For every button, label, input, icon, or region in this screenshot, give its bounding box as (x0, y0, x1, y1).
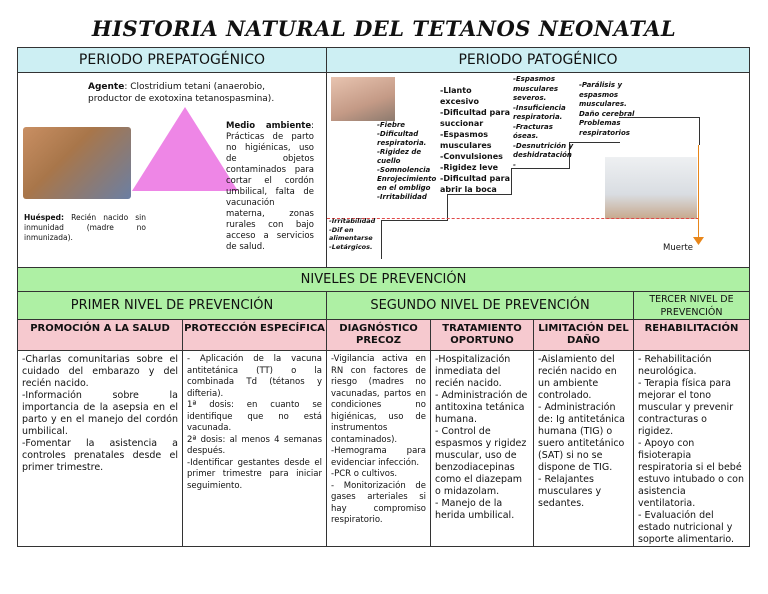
cell-tratamiento (430, 350, 534, 547)
host-text: Recién nacido sin inmunidad (madre no inmunizada). (24, 213, 146, 242)
step2-symptoms (377, 121, 441, 202)
pathogenic-panel (326, 72, 750, 268)
host-block (24, 213, 146, 243)
triad-triangle-icon (130, 105, 240, 195)
symptom: -Dificultad respiratoria. (377, 130, 427, 147)
list-item: 2ª dosis: al menos 4 semanas después. (187, 434, 322, 456)
list-item: - Control de espasmos y rigidez muscular, uso de benzodiacepinas como el diazepam o midazolam. (435, 426, 527, 497)
step1-symptoms (329, 217, 391, 251)
symptom: -Desnutrición y deshidratación (513, 141, 574, 159)
prevention-title: NIVELES DE PREVENCIÓN (17, 267, 750, 292)
list-item: - Administración de: Ig antitetánica humana (TIG) o suero antitetánico (SAT) si no se dispone de TIG. (538, 402, 625, 473)
step5-symptoms (579, 81, 641, 138)
step3-symptoms (440, 85, 512, 195)
death-arrow-line (698, 145, 699, 241)
list-item: -Hemograma para evidenciar infección. (331, 446, 426, 468)
col-header-tratamiento: TRATAMIENTO OPORTUNO (430, 319, 534, 351)
environment-block (226, 121, 314, 253)
list-item: -Hospitalización inmediata del recién nacido. (435, 354, 511, 389)
death-label: Muerte (663, 243, 694, 253)
agent-block (88, 81, 288, 105)
list-item: -Identificar gestantes desde el primer trimestre para iniciar seguimiento. (187, 457, 322, 491)
cell-promocion (17, 350, 183, 547)
stair-step-4 (511, 168, 570, 195)
cell-diagnostico (326, 350, 431, 547)
symptom: Enrojecimiento en el ombligo (377, 175, 437, 192)
list-item: - Relajantes musculares y sedantes. (538, 474, 602, 509)
symptom: Daño cerebral (579, 109, 635, 118)
header-pathogenic: PERIODO PATOGÉNICO (326, 47, 750, 73)
list-item: - Manejo de la herida umbilical. (435, 498, 515, 521)
level-secondary: SEGUNDO NIVEL DE PREVENCIÓN (326, 291, 634, 320)
environment-label: Medio ambiente (226, 121, 312, 131)
symptom: -Fracturas óseas. (513, 122, 553, 140)
symptom: -Llanto excesivo (440, 86, 479, 106)
symptom: -Espasmos musculares severos. (513, 75, 559, 102)
symptom: -Parálisis y espasmos musculares. (579, 81, 627, 108)
host-label: Huésped: (24, 213, 64, 222)
stair-top-right (699, 117, 700, 145)
baby-opisthotonus-image (23, 127, 131, 199)
prepatogenic-panel (17, 72, 327, 268)
level-primary: PRIMER NIVEL DE PREVENCIÓN (17, 291, 327, 320)
cell-limitacion (533, 350, 634, 547)
list-item: -PCR o cultivos. (331, 469, 398, 479)
symptom: -Dif en alimentarse (329, 225, 373, 242)
list-item: 1ª dosis: en cuanto se identifique que no está vacunada. (187, 400, 322, 433)
stair-step-2 (381, 220, 448, 259)
symptom: -Insuficiencia respiratoria. (513, 103, 566, 121)
arrow-down-icon (693, 237, 704, 245)
list-item: - Rehabilitación neurológica. (638, 354, 712, 377)
list-item: -Fomentar la asistencia a controles prenatales desde el primer trimestre. (22, 438, 178, 473)
symptom: -Somnolencia (377, 166, 431, 174)
agent-text: : Clostridium tetani (anaerobio, productor de exotoxina tetanospasmina). (88, 82, 275, 104)
symptom: -Dificultad para abrir la boca (440, 174, 511, 194)
list-item: - Evaluación del estado nutricional y soporte alimentario. (638, 510, 735, 545)
symptom: -Irritabilidad (329, 217, 376, 225)
symptom: -Convulsiones (440, 152, 503, 161)
symptom: - (513, 160, 516, 169)
page-title: HISTORIA NATURAL DEL TETANOS NEONATAL (91, 16, 677, 41)
newborn-image (331, 77, 395, 121)
list-item: - Monitorización de gases arteriales si hay compromiso respiratorio. (331, 480, 426, 525)
symptom: -Irritabilidad (377, 193, 427, 201)
col-header-diagnostico: DIAGNÓSTICO PRECOZ (326, 319, 431, 351)
symptom: -Letárgicos. (329, 242, 373, 251)
symptom: -Espasmos musculares (440, 130, 492, 150)
header-prepatogenic: PERIODO PREPATOGÉNICO (17, 47, 327, 73)
list-item: -Charlas comunitarias sobre el cuidado del embarazo y del recién nacido. (22, 354, 178, 389)
level-tertiary: TERCER NIVEL DE PREVENCIÓN (633, 291, 750, 320)
symptom: -Rigidez de cuello (377, 148, 422, 165)
cell-proteccion (182, 350, 327, 547)
list-item: -Aislamiento del recién nacido en un ambiente controlado. (538, 354, 617, 401)
list-item: -Vigilancia activa en RN con factores de riesgo (madres no vacunadas, partos en condiciones no higiénicas, uso de instrumentos contaminados). (331, 354, 426, 445)
symptom: Problemas respiratorios (579, 119, 630, 137)
environment-text: : Prácticas de parto no higiénicas, uso de objetos contaminados para cortar el cordón umbilical, falta de vacunación materna, zonas rurales con bajo acceso a servicios de salud. (226, 121, 314, 252)
symptom: -Fiebre (377, 121, 406, 129)
list-item: - Apoyo con fisioterapia respiratoria si el bebé estuvo intubado o con asistencia ventilatoria. (638, 438, 745, 509)
agent-label: Agente (88, 82, 125, 92)
col-header-rehabilitacion: REHABILITACIÓN (633, 319, 750, 351)
stair-step-5 (569, 142, 620, 169)
col-header-promocion: PROMOCIÓN A LA SALUD (17, 319, 183, 351)
list-item: - Aplicación de la vacuna antitetánica (TT) o la combinada Td (tétanos y difteria). (187, 354, 322, 399)
list-item: - Terapia física para mejorar el tono muscular y prevenir contracturas o rigidez. (638, 378, 734, 437)
col-header-limitacion: LIMITACIÓN DEL DAÑO (533, 319, 634, 351)
symptom: -Rigidez leve (440, 163, 499, 172)
list-item: - Administración de antitoxina tetánica humana. (435, 390, 528, 425)
cell-rehabilitacion (633, 350, 750, 547)
col-header-proteccion: PROTECCIÓN ESPECÍFICA (182, 319, 327, 351)
list-item: -Información sobre la importancia de la asepsia en el parto y en el manejo del cordón umbilical. (22, 390, 178, 437)
symptom: -Dificultad para succionar (440, 108, 511, 128)
stair-step-3 (447, 194, 512, 221)
step4-symptoms (513, 75, 575, 170)
